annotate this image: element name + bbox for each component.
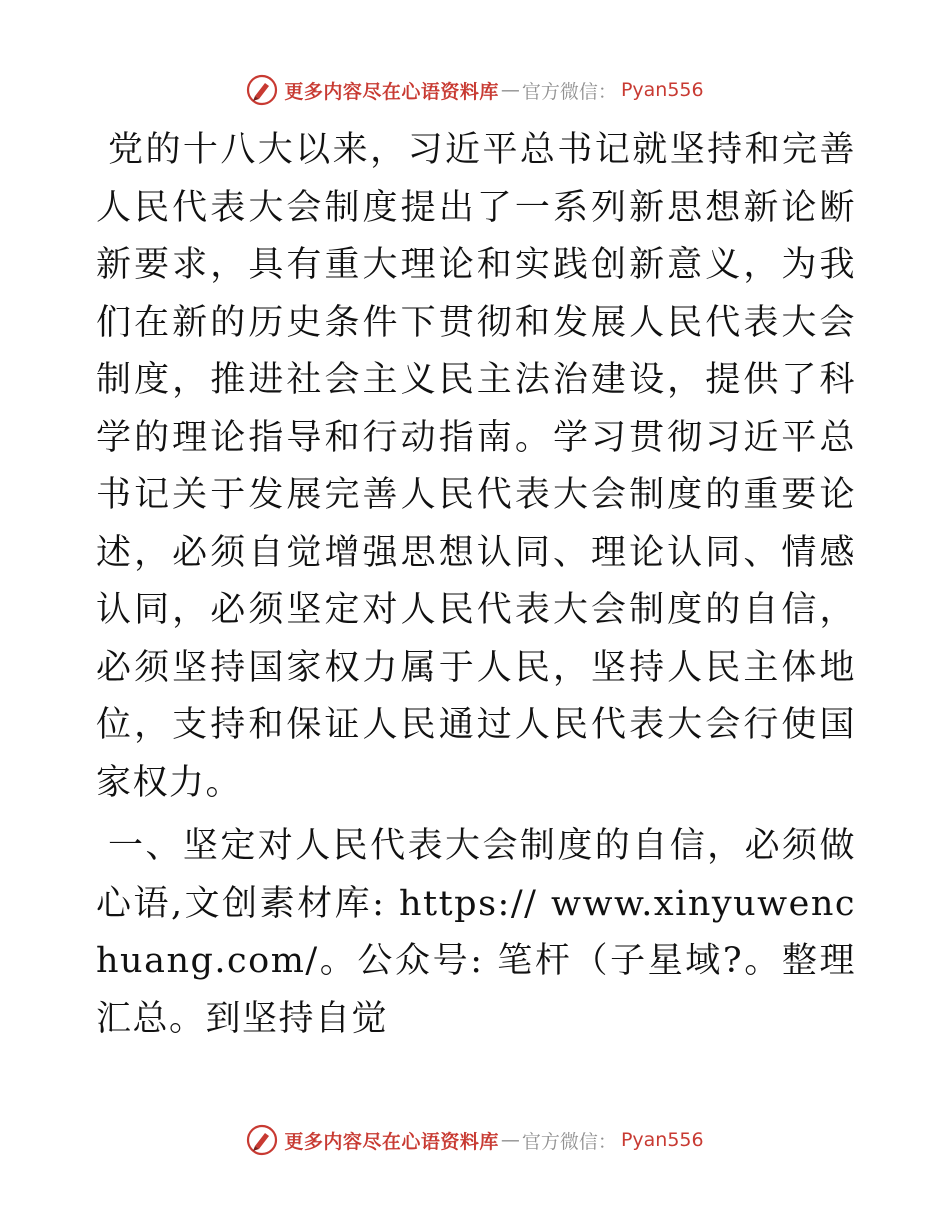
paragraph-intro: 党的十八大以来，习近平总书记就坚持和完善人民代表大会制度提出了一系列新思想新论断新要求，具有重大理论和实践创新意义，为我们在新的历史条件下贯彻和发展人民代表大会制度，推进社会主义民主法治建设，提供了科学的理论指导和行动指南。学习贯彻习近平总书记关于发展完善人民代表大会制度的重要论述，必须自觉增强思想认同、理论认同、情感认同，必须坚定对人民代表大会制度的自信，必须坚持国家权力属于人民，坚持人民主体地位，支持和保证人民通过人民代表大会行使国家权力。 <box>96 130 856 803</box>
pen-logo-icon <box>246 74 278 106</box>
banner-wechat-id: Pyan556 <box>620 1129 704 1151</box>
document-body <box>96 122 856 1048</box>
banner-separator: — <box>500 79 520 101</box>
banner-wechat-id: Pyan556 <box>620 79 704 101</box>
footer-banner <box>0 1120 950 1160</box>
banner-text: 更多内容尽在心语资料库 <box>284 1130 499 1153</box>
paragraph-section-one: 一、坚定对人民代表大会制度的自信，必须做心语,文创素材库: https:// www.xinyuwenchuang.com/。公众号: 笔杆（子星域?。整理汇总。到坚持自觉 <box>96 826 856 1039</box>
banner-separator: — <box>500 1129 520 1151</box>
banner-wechat-label: 官方微信： <box>521 1130 617 1153</box>
banner-wechat-label: 官方微信： <box>521 80 617 103</box>
header-banner <box>0 70 950 110</box>
banner-text: 更多内容尽在心语资料库 <box>284 80 499 103</box>
pen-logo-icon <box>246 1124 278 1156</box>
